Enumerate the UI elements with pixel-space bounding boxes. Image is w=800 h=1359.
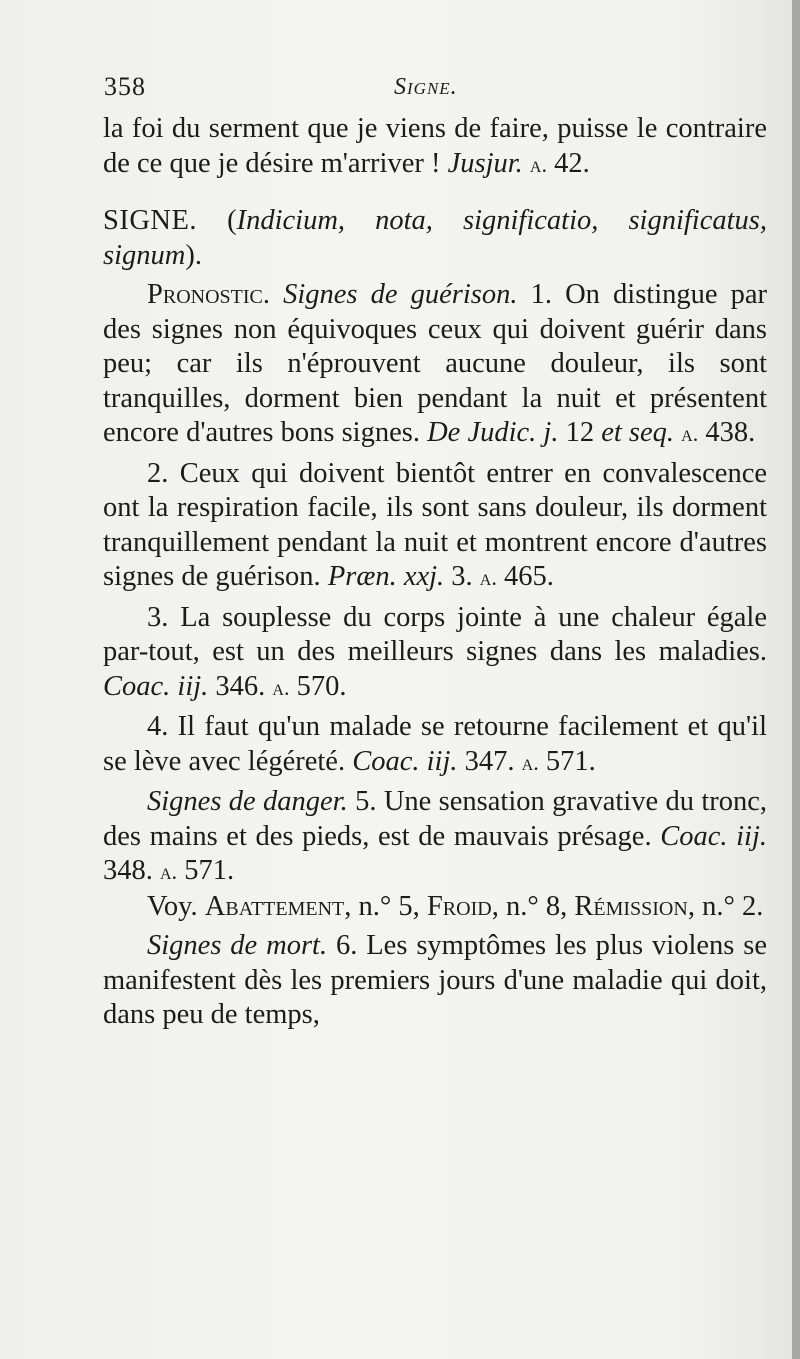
reference-a: a. bbox=[160, 859, 178, 884]
paragraph-text: On distingue par des signes non équivoques ceux qui doivent guérir dans peu; car ils n'éprouvent aucune douleur, ils sont tranquilles, dorment bien pendant la nuit et présentent encore d'autres bons signes. bbox=[103, 279, 768, 448]
latin-synonyms: Indicium, nota, significatio, significatus, signum bbox=[103, 205, 767, 271]
reference-work: Coac. iij. bbox=[660, 820, 767, 852]
paragraph-text: Ceux qui doivent bientôt entrer en convalescence ont la respiration facile, ils sont sans douleur, ils dorment tranquillement pendant la nuit et montrent encore d'autres signes de guérison. bbox=[103, 457, 768, 592]
reference-page: 571. bbox=[184, 855, 235, 886]
reference-page: 465. bbox=[504, 561, 554, 592]
crossref-froid: Froid bbox=[426, 890, 492, 922]
reference-page: 42. bbox=[554, 147, 590, 179]
reference-a: a. bbox=[681, 421, 699, 446]
voy-label: Voy. bbox=[147, 890, 198, 922]
paragraph-number: 3. bbox=[147, 601, 169, 633]
reference-work: Præn. xxj. bbox=[327, 561, 445, 592]
paragraph-number: 6. bbox=[335, 930, 358, 961]
open-paren: ( bbox=[227, 205, 237, 236]
paragraph-number: 5. bbox=[355, 786, 377, 817]
paragraph-1 bbox=[103, 278, 767, 452]
reference-number: 348. bbox=[103, 855, 153, 886]
crossref-number: , n.° 2. bbox=[687, 890, 764, 922]
reference-number: 346. bbox=[215, 670, 266, 702]
paragraph-text: Il faut qu'un malade se retourne facilement et qu'il se lève avec légéreté. bbox=[103, 711, 767, 777]
crossref-number: , n.° 5, bbox=[344, 890, 420, 922]
reference-number: 347. bbox=[464, 745, 515, 777]
reference-work: Coac. iij. bbox=[103, 670, 209, 702]
paragraph-number: 4. bbox=[147, 711, 169, 742]
crossref-abattement: Abattement bbox=[204, 890, 345, 922]
reference-et-seq: et seq. bbox=[601, 417, 675, 448]
paragraph-number: 1. bbox=[530, 279, 552, 310]
paragraph-text: Une sensation gravative du tronc, des mains et des pieds, est de mauvais présage. bbox=[103, 786, 768, 852]
reference-page: 570. bbox=[296, 670, 347, 702]
continuation-paragraph bbox=[103, 112, 767, 182]
paragraph-3 bbox=[103, 601, 767, 706]
reference-a: a. bbox=[272, 674, 290, 700]
headword: SIGNE. bbox=[103, 205, 198, 236]
paragraph-6 bbox=[103, 929, 767, 1033]
paragraph-text: Les symptômes les plus violens se manifestent dès les premiers jours d'une maladie qui doit, dans peu de temps, bbox=[103, 930, 767, 1030]
reference-a: a. bbox=[529, 151, 548, 177]
crossref-remission: Rémission bbox=[574, 890, 688, 922]
entry-heading bbox=[103, 204, 767, 273]
page-edge-shadow bbox=[792, 0, 800, 1359]
reference-work: Coac. iij. bbox=[352, 745, 458, 777]
reference-page: 571. bbox=[545, 745, 596, 777]
cross-reference bbox=[103, 890, 767, 925]
reference-work: Jusjur. bbox=[447, 147, 523, 179]
body-text bbox=[103, 112, 767, 1033]
reference-number: 3. bbox=[451, 561, 473, 592]
paragraph-number: 2. bbox=[147, 457, 169, 489]
continuation-text: la foi du serment que je viens de faire, puisse le contraire de ce que je désire m'arriver ! bbox=[103, 113, 767, 179]
reference-a: a. bbox=[479, 565, 497, 590]
paragraph-5 bbox=[103, 785, 767, 890]
subheading: Signes de danger. bbox=[147, 786, 348, 817]
reference-page: 438. bbox=[705, 417, 756, 448]
paragraph-4 bbox=[103, 710, 767, 780]
crossref-number: , n.° 8, bbox=[491, 890, 568, 922]
reference-a: a. bbox=[521, 749, 539, 775]
page-number: 358 bbox=[104, 72, 146, 101]
reference-work: De Judic. j. bbox=[427, 417, 559, 448]
subheading: Signes de guérison. bbox=[283, 279, 518, 310]
page-header bbox=[104, 72, 764, 112]
subheading: Signes de mort. bbox=[147, 930, 328, 961]
paragraph-2 bbox=[103, 457, 767, 596]
reference-number: 12 bbox=[565, 417, 595, 448]
close-paren: ). bbox=[185, 239, 202, 271]
running-head: Signe. bbox=[394, 74, 458, 100]
paragraph-text: La souplesse du corps jointe à une chaleur égale par-tout, est un des meilleurs signes dans les maladies. bbox=[103, 601, 767, 667]
section-label: Pronostic. bbox=[147, 279, 270, 310]
